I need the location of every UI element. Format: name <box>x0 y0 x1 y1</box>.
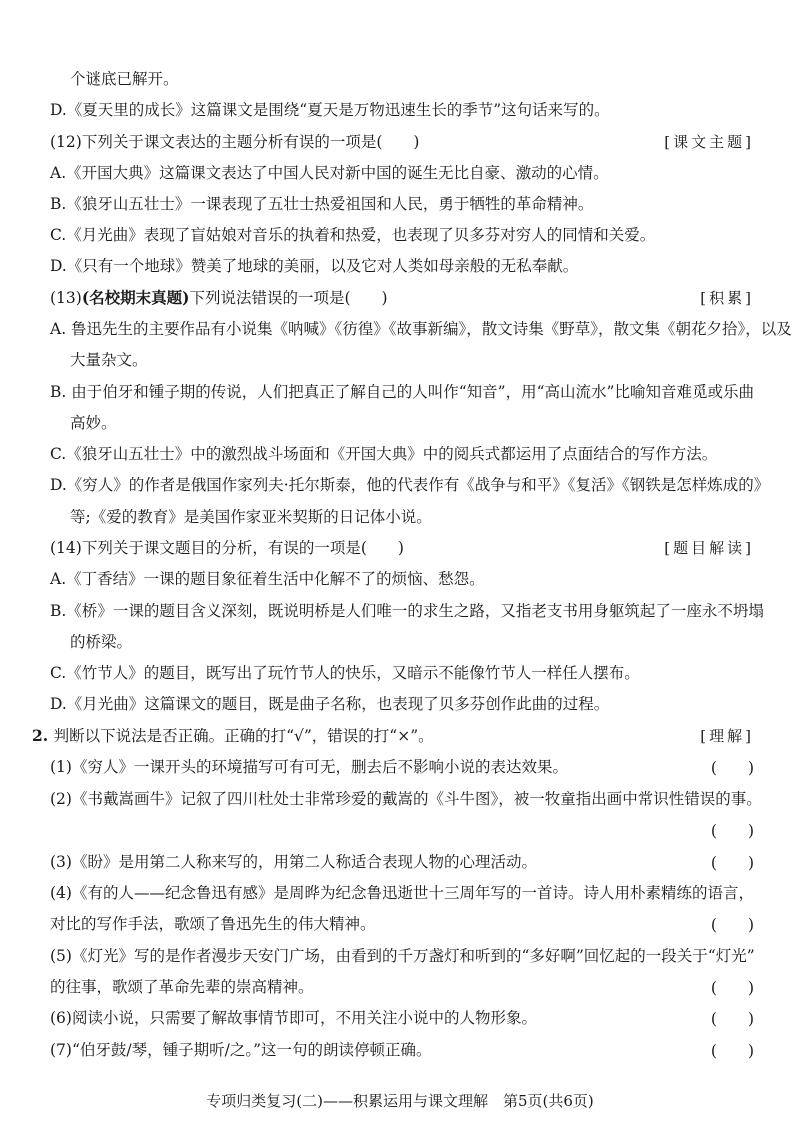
text-line: A.《丁香结》一课的题目象征着生活中化解不了的烦恼、愁怨。 <box>50 570 485 588</box>
answer-bracket[interactable]: ( ) <box>710 1042 754 1060</box>
text-line: C.《狼牙山五壮士》中的激烈战斗场面和《开国大典》中的阅兵式都运用了点面结合的写作方法。 <box>50 445 718 463</box>
text-line: 高妙。 <box>70 414 117 432</box>
text-line: (6)阅读小说，只需要了解故事情节即可，不用关注小说中的人物形象。 <box>50 1009 537 1027</box>
text-line: (3)《盼》是用第二人称来写的，用第二人称适合表现人物的心理活动。 <box>50 853 537 871</box>
category-tag: [题目解读] <box>664 539 754 557</box>
text-line: 的往事，歌颂了革命先辈的崇高精神。 <box>50 978 314 996</box>
text-line: D.《穷人》的作者是俄国作家列夫·托尔斯泰，他的代表作有《战争与和平》《复活》《钢铁是怎样炼成的》 <box>50 476 770 494</box>
text-line: A. 鲁迅先生的主要作品有小说集《呐喊》《彷徨》《故事新编》，散文诗集《野草》，散文集《朝花夕拾》，以及 <box>50 320 792 338</box>
text-line: 对比的写作手法，歌颂了鲁迅先生的伟大精神。 <box>50 915 376 933</box>
text-line: A.《开国大典》这篇课文表达了中国人民对新中国的诞生无比自豪、激动的心情。 <box>50 164 609 182</box>
text-line: C.《月光曲》表现了盲姑娘对音乐的执着和热爱，也表现了贝多芬对穷人的同情和关爱。 <box>50 226 656 244</box>
text-line: (5)《灯光》写的是作者漫步天安门广场，由看到的千万盏灯和听到的“多好啊”回忆起的一段关于“灯光” <box>50 947 755 965</box>
source-label: (名校期末真题) <box>81 288 190 307</box>
text-line <box>32 725 754 747</box>
answer-bracket[interactable]: ( ) <box>710 759 754 777</box>
category-tag: [课文主题] <box>664 133 754 151</box>
text-line: C.《竹节人》的题目，既写出了玩竹节人的快乐，又暗示不能像竹节人一样任人摆布。 <box>50 664 640 682</box>
text-line: (7)“伯牙鼓/琴，锺子期听/之。”这一句的朗读停顿正确。 <box>50 1041 432 1059</box>
text-line: D.《夏天里的成长》这篇课文是围绕“夏天是万物迅速生长的季节”这句话来写的。 <box>50 101 610 119</box>
text-line: (12)下列关于课文表达的主题分析有误的一项是( ) <box>50 133 420 151</box>
text-line: (4)《有的人——纪念鲁迅有感》是周晔为纪念鲁迅逝世十三周年写的一首诗。诗人用朴素精练的语言， <box>50 884 754 902</box>
text-line: B.《狼牙山五壮士》一课表现了五壮士热爱祖国和人民，勇于牺牲的革命精神。 <box>50 195 594 213</box>
category-tag: [积累] <box>700 289 754 307</box>
answer-bracket[interactable]: ( ) <box>710 1010 754 1028</box>
text-line: (2)《书戴嵩画牛》记叙了四川杜处士非常珍爱的戴嵩的《斗牛图》，被一牧童指出画中常识性错误的事。 <box>50 790 762 808</box>
text-line: D.《月光曲》这篇课文的题目，既是曲子名称，也表现了贝多芬创作此曲的过程。 <box>50 695 610 713</box>
text-line: (1)《穷人》一课开头的环境描写可有可无，删去后不影响小说的表达效果。 <box>50 758 568 776</box>
question-stem: 判断以下说法是否正确。正确的打“√”，错误的打“×”。 <box>53 727 434 745</box>
text-line: (14)下列关于课文题目的分析，有误的一项是( ) <box>50 539 404 557</box>
answer-bracket[interactable]: ( ) <box>710 854 754 872</box>
text-line: 等;《爱的教育》是美国作家亚米契斯的日记体小说。 <box>70 508 432 526</box>
text-line: B. 由于伯牙和锺子期的传说，人们把真正了解自己的人叫作“知音”，用“高山流水”比喻知音难觅或乐曲 <box>50 383 754 401</box>
category-tag: [理解] <box>700 727 754 745</box>
text-line: B.《桥》一课的题目含义深刻，既说明桥是人们唯一的求生之路，又指老支书用身躯筑起了一座永不坍塌 <box>50 602 764 620</box>
text-line: 的桥梁。 <box>70 633 133 651</box>
text-line: D.《只有一个地球》赞美了地球的美丽，以及它对人类如母亲般的无私奉献。 <box>50 257 579 275</box>
answer-bracket[interactable]: ( ) <box>710 822 754 840</box>
text-line: (13)(名校期末真题)下列说法错误的一项是( ) <box>50 288 388 307</box>
text-line: 个谜底已解开。 <box>70 70 179 88</box>
answer-bracket[interactable]: ( ) <box>710 916 754 934</box>
answer-bracket[interactable]: ( ) <box>710 979 754 997</box>
page-footer: 专项归类复习(二)——积累运用与课文理解 第5页(共6页) <box>206 1092 594 1110</box>
question-number: 2. <box>32 726 54 745</box>
text-line: 大量杂文。 <box>70 351 148 369</box>
